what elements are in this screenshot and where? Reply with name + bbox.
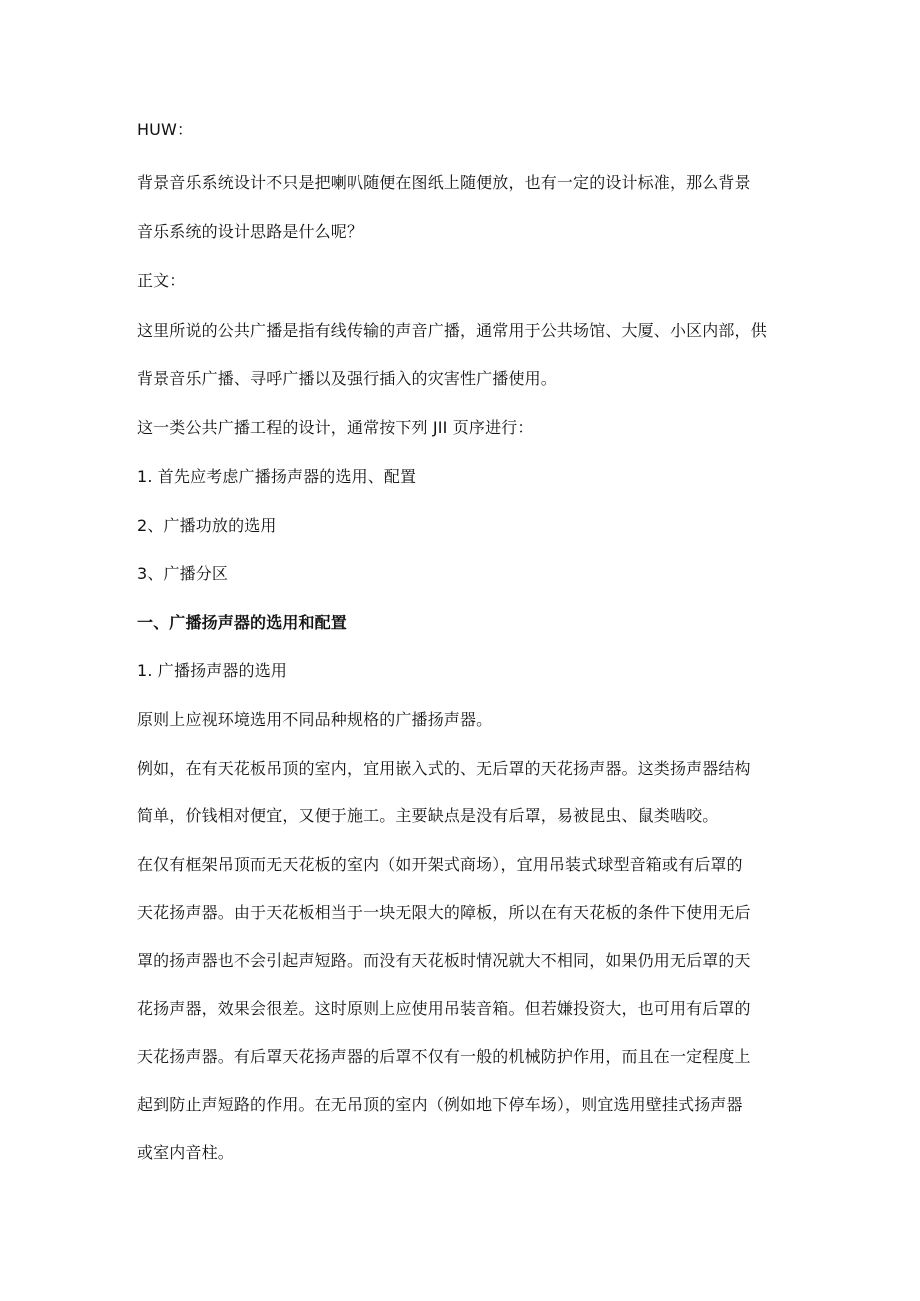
summary-line-2: 音乐系统的设计思路是什么呢？ (137, 222, 364, 241)
frame-line-2: 天花扬声器。由于天花板相当于一块无限大的障板，所以在有天花板的条件下使用无后 (137, 903, 751, 922)
frame-line-5: 天花扬声器。有后罩天花扬声器的后罩不仅有一般的机械防护作用，而且在一定程度上 (137, 1047, 751, 1066)
frame-line-1: 在仅有框架吊顶而无天花板的室内（如开架式商场），宜用吊装式球型音箱或有后罩的 (137, 855, 743, 874)
summary-line-1: 背景音乐系统设计不只是把喇叭随便在图纸上随便放，也有一定的设计标准，那么背景 (137, 173, 751, 192)
heading: HUW： (137, 120, 194, 139)
sequence-intro: 这一类公共广播工程的设计，通常按下列 JII 页序进行： (137, 418, 534, 437)
principle-line: 原则上应视环境选用不同品种规格的广播扬声器。 (137, 710, 493, 729)
frame-line-7: 或室内音柱。 (137, 1143, 234, 1162)
subsection-title: 1. 广播扬声器的选用 (137, 661, 288, 680)
frame-line-3: 罩的扬声器也不会引起声短路。而没有天花板时情况就大不相同，如果仍用无后罩的天 (137, 951, 751, 970)
body-label: 正文： (137, 271, 186, 290)
frame-line-4: 花扬声器，效果会很差。这时原则上应使用吊装音箱。但若嫌投资大，也可用有后罩的 (137, 999, 751, 1018)
step-2: 2、广播功放的选用 (137, 516, 277, 535)
example-line-2: 简单，价钱相对便宜，又便于施工。主要缺点是没有后罩，易被昆虫、鼠类啮咬。 (137, 806, 719, 825)
intro-line-2: 背景音乐广播、寻呼广播以及强行插入的灾害性广播使用。 (137, 369, 557, 388)
step-3: 3、广播分区 (137, 564, 229, 583)
section-title: 一、广播扬声器的选用和配置 (137, 613, 347, 632)
example-line-1: 例如，在有天花板吊顶的室内，宜用嵌入式的、无后罩的天花扬声器。这类扬声器结构 (137, 759, 751, 778)
frame-line-6: 起到防止声短路的作用。在无吊顶的室内（例如地下停车场），则宜选用壁挂式扬声器 (137, 1095, 743, 1114)
intro-line-1: 这里所说的公共广播是指有线传输的声音广播，通常用于公共场馆、大厦、小区内部，供 (137, 321, 767, 340)
step-1: 1. 首先应考虑广播扬声器的选用、配置 (137, 467, 417, 486)
